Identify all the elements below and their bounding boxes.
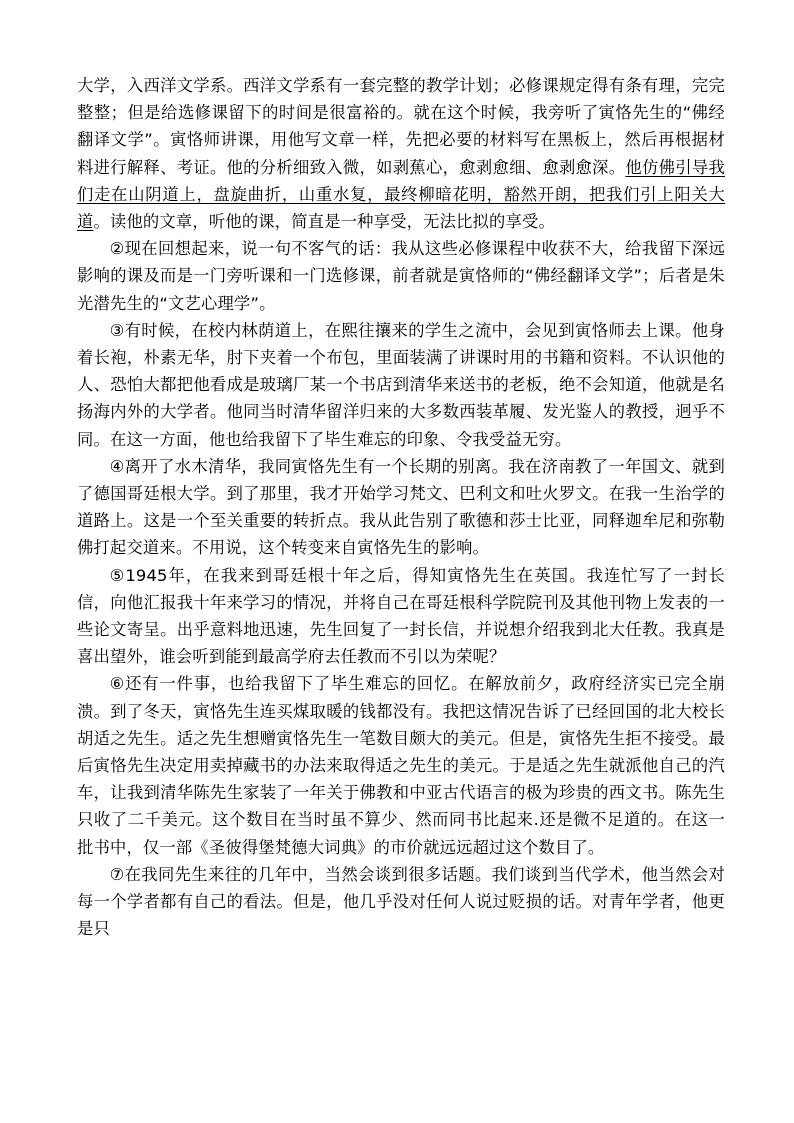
paragraph-1-text-before: 大学，入西洋文学系。西洋文学系有一套完整的教学计划；必修课规定得有条有理，完完整整；但是给选修课留下的时间是很富裕的。就在这个时候，我旁听了寅恪先生的“佛经翻译文学”。寅恪师讲课，用他写文章一样，先把必要的材料写在黑板上，然后再根据材料进行解释、考证。他的分析细致入微，如剥蕉心，愈剥愈细、愈剥愈深。: [77, 76, 725, 177]
paragraph-7: ⑦在我同先生来往的几年中，当然会谈到很多话题。我们谈到当代学术，他当然会对每一个学者都有自己的看法。但是，他几乎没对任何人说过贬损的话。对青年学者，他更是只: [77, 864, 725, 939]
paragraph-5: ⑤1945年，在我来到哥廷根十年之后，得知寅恪先生在英国。我连忙写了一封长信，向他汇报我十年来学习的情况，并将自己在哥廷根科学院院刊及其他刊物上发表的一些论文寄呈。出乎意料地迅速，先生回复了一封长信，并说想介绍我到北大任教。我真是喜出望外，谁会听到能到最高学府去任教而不引以为荣呢？: [77, 565, 725, 667]
paragraph-1: [77, 72, 725, 235]
paragraph-6: ⑥还有一件事，也给我留下了毕生难忘的回忆。在解放前夕，政府经济实已完全崩溃。到了冬天，寅恪先生连买煤取暖的钱都没有。我把这情况告诉了已经回国的北大校长胡适之先生。适之先生想赠寅恪先生一笔数目颇大的美元。但是，寅恪先生拒不接受。最后寅恪先生决定用卖掉藏书的办法来取得适之先生的美元。于是适之先生就派他自己的汽车，让我到清华陈先生家装了一年关于佛教和中亚古代语言的极为珍贵的西文书。陈先生只收了二千美元。这个数目在当时虽不算少、然而同书比起来.还是微不足道的。在这一批书中，仅一部《圣彼得堡梵德大词典》的市价就远远超过这个数目了。: [77, 674, 725, 857]
paragraph-3: ③有时候，在校内林荫道上，在熙往攘来的学生之流中，会见到寅恪师去上课。他身着长袍，朴素无华，肘下夹着一个布包，里面装满了讲课时用的书籍和资料。不认识他的人、恐怕大都把他看成是玻璃厂某一个书店到清华来送书的老板，绝不会知道，他就是名扬海内外的大学者。他同当时清华留洋归来的大多数西装革履、发光鉴人的教授，迥乎不同。在这一方面，他也给我留下了毕生难忘的印象、令我受益无穷。: [77, 320, 725, 449]
document-page: [77, 72, 725, 943]
paragraph-4: ④离开了水木清华，我同寅恪先生有一个长期的别离。我在济南教了一年国文、就到了德国哥廷根大学。到了那里，我才开始学习梵文、巴利文和吐火罗文。在我一生治学的道路上。这是一个至关重要的转折点。我从此告别了歌德和莎士比亚，同释迦牟尼和弥勒佛打起交道来。不用说，这个转变来自寅恪先生的影响。: [77, 456, 725, 558]
paragraph-1-text-after: 。读他的文章，听他的课，简直是一种享受，无法比拟的享受。: [93, 212, 555, 232]
underlined-sentence: 他仿佛引导我们走在山阴道上，盘旋曲折，山重水复，最终柳暗花明，豁然开朗，把我们引上阳关大道: [77, 157, 725, 232]
paragraph-2: ②现在回想起来，说一句不客气的话：我从这些必修课程中收获不大，给我留下深远影响的课及而是一门旁听课和一门选修课，前者就是寅恪师的“佛经翻译文学”；后者是朱光潜先生的“文艺心理学”。: [77, 239, 725, 313]
